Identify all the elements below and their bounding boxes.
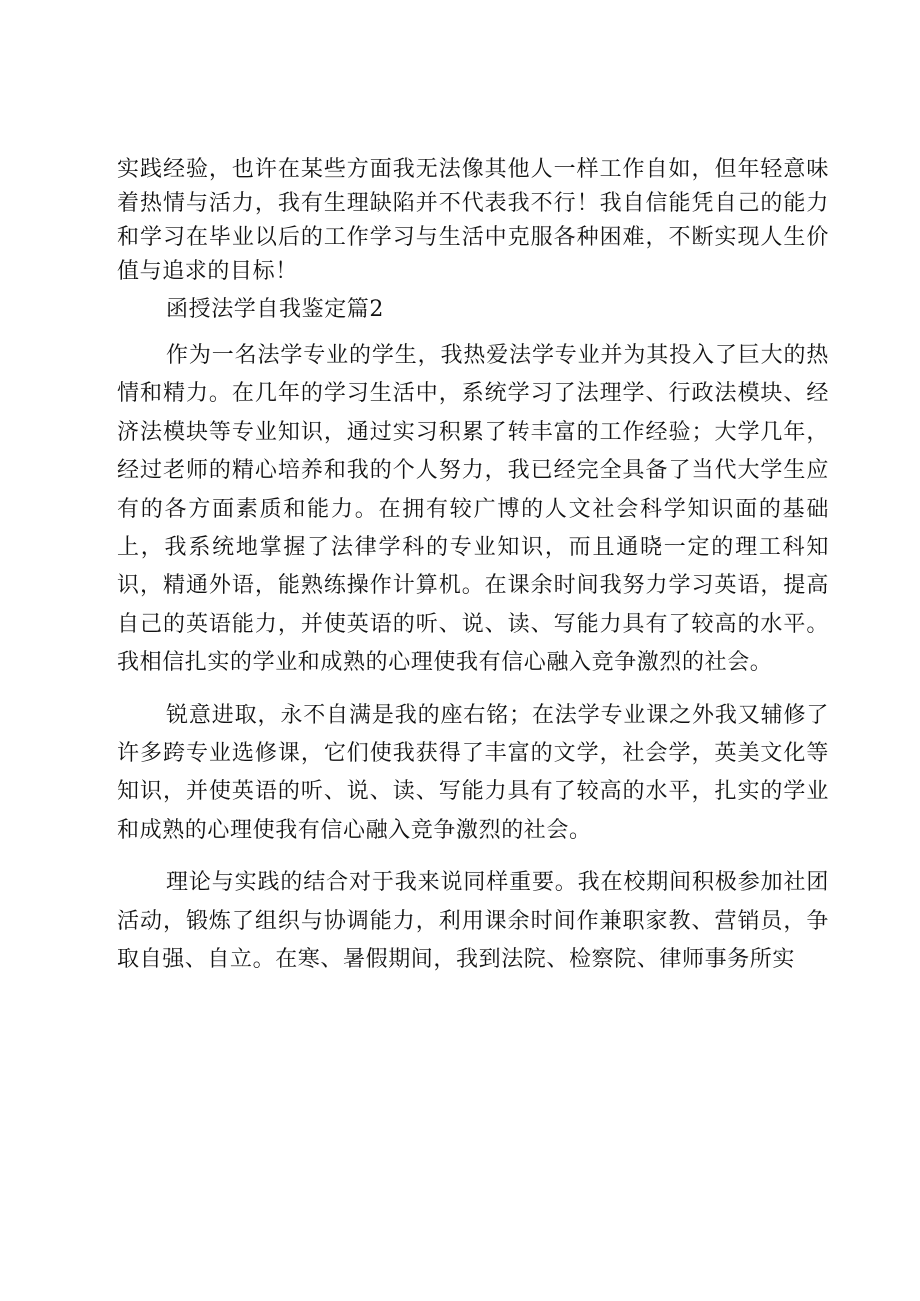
body-text-block [117, 337, 829, 994]
body-paragraph: 作为一名法学专业的学生，我热爱法学专业并为其投入了巨大的热情和精力。在几年的学习生活中，系统学习了法理学、行政法模块、经济法模块等专业知识，通过实习积累了转丰富的工作经验；大学几年，经过老师的精心培养和我的个人努力，我已经完全具备了当代大学生应有的各方面素质和能力。在拥有较广博的人文社会科学知识面的基础上，我系统地掌握了法律学科的专业知识，而且通晓一定的理工科知识，精通外语，能熟练操作计算机。在课余时间我努力学习英语，提高自己的英语能力，并使英语的听、说、读、写能力具有了较高的水平。我相信扎实的学业和成熟的心理使我有信心融入竞争激烈的社会。 [117, 343, 829, 676]
body-paragraph: 锐意进取，永不自满是我的座右铭；在法学专业课之外我又辅修了许多跨专业选修课，它们使我获得了丰富的文学，社会学，英美文化等知识，并使英语的听、说、读、写能力具有了较高的水平，扎实的学业和成熟的心理使我有信心融入竞争激烈的社会。 [117, 702, 829, 843]
continued-paragraph-block [117, 153, 829, 289]
continued-paragraph: 实践经验，也许在某些方面我无法像其他人一样工作自如，但年轻意味着热情与活力，我有生理缺陷并不代表我不行！我自信能凭自己的能力和学习在毕业以后的工作学习与生活中克服各种困难，不断实现人生价值与追求的目标！ [117, 157, 829, 284]
body-paragraph: 理论与实践的结合对于我来说同样重要。我在校期间积极参加社团活动，锻炼了组织与协调能力，利用课余时间作兼职家教、营销员，争取自强、自立。在寒、暑假期间，我到法院、检察院、律师事务所实 [117, 870, 829, 973]
section-heading: 函授法学自我鉴定篇2 [166, 297, 384, 322]
